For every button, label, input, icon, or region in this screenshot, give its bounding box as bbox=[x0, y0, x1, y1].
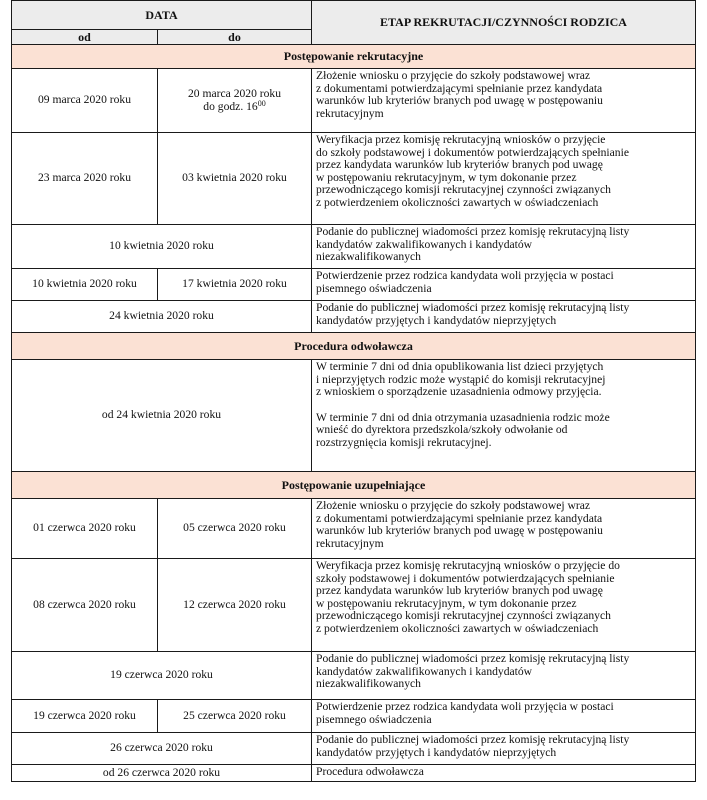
description bbox=[312, 225, 696, 269]
description-line: pisemnego oświadczenia bbox=[316, 281, 432, 295]
description-line: W terminie 7 dni od dnia otrzymania uzasadnienia rodzic może bbox=[316, 410, 610, 424]
date-from: 19 czerwca 2020 roku bbox=[12, 700, 158, 733]
date: 10 kwietnia 2020 roku bbox=[12, 225, 312, 269]
description bbox=[312, 69, 696, 133]
header-etap: ETAP REKRUTACJI/CZYNNOŚCI RODZICA bbox=[312, 1, 696, 45]
description-line: rekrutacyjnym bbox=[316, 536, 384, 550]
date-from: 10 kwietnia 2020 roku bbox=[12, 269, 158, 301]
description bbox=[312, 133, 696, 225]
date: 26 czerwca 2020 roku bbox=[12, 733, 312, 765]
description-line: przewodniczącego komisji rekrutacyjnej czynności związanych bbox=[316, 183, 611, 197]
description bbox=[312, 559, 696, 652]
date-to-time: do godz. 16 bbox=[203, 99, 258, 113]
table-row bbox=[12, 765, 696, 782]
description-line: w postępowaniu rekrutacyjnym, w tym dokonanie przez bbox=[316, 596, 577, 610]
description-line: przez kandydata warunków lub kryteriów branych pod uwagę bbox=[316, 584, 603, 598]
description-line: warunków lub kryteriów branych pod uwagę w postępowaniu bbox=[316, 524, 603, 538]
description-line: Złożenie wniosku o przyjęcie do szkoły podstawowej wraz bbox=[316, 499, 590, 512]
date-to-line1: 20 marca 2020 roku bbox=[187, 86, 282, 100]
date-from: 08 czerwca 2020 roku bbox=[12, 559, 158, 652]
date-to-line2 bbox=[158, 98, 311, 114]
description-line: w postępowaniu rekrutacyjnym, w tym dokonanie przez bbox=[316, 170, 577, 184]
date-from: 23 marca 2020 roku bbox=[12, 133, 158, 225]
description-line: Weryfikacja przez komisję rekrutacyjną wniosków o przyjęcie bbox=[316, 133, 606, 146]
description-paragraph-2 bbox=[316, 412, 691, 450]
table-row bbox=[12, 559, 696, 652]
description-line: Potwierdzenie przez rodzica kandydata woli przyjęcia w postaci bbox=[316, 269, 614, 282]
description-line: Podanie do publicznej wiadomości przez komisję rekrutacyjną listy bbox=[316, 652, 630, 665]
date-from: 09 marca 2020 roku bbox=[12, 69, 158, 133]
section-uzupelniajace: Postępowanie uzupełniające bbox=[12, 472, 696, 499]
section-odwolawcza: Procedura odwoławcza bbox=[12, 333, 696, 360]
header-do: do bbox=[158, 30, 312, 45]
description-line: Procedura odwoławcza bbox=[316, 765, 424, 778]
date: od 24 kwietnia 2020 roku bbox=[12, 360, 312, 472]
description-paragraph-1 bbox=[316, 361, 691, 399]
header-od: od bbox=[12, 30, 158, 45]
description-line: z dokumentami potwierdzającymi spełnianie przez kandydata bbox=[316, 81, 603, 95]
description-line: z potwierdzeniem okoliczności zawartych w oświadczeniach bbox=[316, 195, 599, 209]
description bbox=[312, 269, 696, 301]
description-line: i nieprzyjętych rodzic może wystąpić do komisji rekrutacyjnej bbox=[316, 372, 606, 386]
description-line: Potwierdzenie przez rodzica kandydata woli przyjęcia w postaci bbox=[316, 700, 614, 713]
description-line: kandydatów przyjętych i kandydatów nieprzyjętych bbox=[316, 745, 557, 759]
table-row bbox=[12, 301, 696, 333]
description-line: szkoły podstawowej i dokumentów potwierdzających spełnianie bbox=[316, 571, 615, 585]
schedule-table bbox=[11, 0, 696, 782]
description bbox=[312, 765, 696, 782]
description bbox=[312, 652, 696, 700]
description bbox=[312, 301, 696, 333]
description-line: przewodniczącego komisji rekrutacyjnej czynności związanych bbox=[316, 609, 611, 623]
date-to: 25 czerwca 2020 roku bbox=[158, 700, 312, 733]
date-to bbox=[158, 69, 312, 133]
table-row bbox=[12, 133, 696, 225]
description-line: z dokumentami potwierdzającymi spełnianie przez kandydata bbox=[316, 511, 603, 525]
description-line: wnieść do dyrektora przedszkola/szkoły odwołanie od bbox=[316, 423, 568, 437]
date-to: 05 czerwca 2020 roku bbox=[158, 499, 312, 559]
description-line: niezakwalifikowanych bbox=[316, 250, 421, 264]
table-row bbox=[12, 360, 696, 472]
date: 24 kwietnia 2020 roku bbox=[12, 301, 312, 333]
description-line: Podanie do publicznej wiadomości przez komisję rekrutacyjną listy bbox=[316, 301, 630, 314]
date-from: 01 czerwca 2020 roku bbox=[12, 499, 158, 559]
description-line: niezakwalifikowanych bbox=[316, 677, 421, 691]
description bbox=[312, 733, 696, 765]
date-to: 17 kwietnia 2020 roku bbox=[158, 269, 312, 301]
date: od 26 czerwca 2020 roku bbox=[12, 765, 312, 782]
date-to: 03 kwietnia 2020 roku bbox=[158, 133, 312, 225]
date: 19 czerwca 2020 roku bbox=[12, 652, 312, 700]
description-line: Złożenie wniosku o przyjęcie do szkoły podstawowej wraz bbox=[316, 69, 590, 82]
header-data: DATA bbox=[12, 1, 312, 30]
description-line: rekrutacyjnym bbox=[316, 106, 384, 120]
section-rekrutacyjne: Postępowanie rekrutacyjne bbox=[12, 45, 696, 69]
description-line: z wnioskiem o sporządzenie uzasadnienia odmowy przyjęcia. bbox=[316, 385, 602, 399]
table-row bbox=[12, 225, 696, 269]
description-line: z potwierdzeniem okoliczności zawartych w oświadczeniach bbox=[316, 621, 599, 635]
table-row bbox=[12, 700, 696, 733]
table-row bbox=[12, 69, 696, 133]
date-to: 12 czerwca 2020 roku bbox=[158, 559, 312, 652]
table-row bbox=[12, 269, 696, 301]
description-line: Weryfikacja przez komisję rekrutacyjną wniosków o przyjęcie do bbox=[316, 559, 620, 572]
description-line: W terminie 7 dni od dnia opublikowania list dzieci przyjętych bbox=[316, 360, 604, 373]
table-row bbox=[12, 499, 696, 559]
description-line: przez kandydata warunków lub kryteriów branych pod uwagę bbox=[316, 158, 603, 172]
table-row bbox=[12, 733, 696, 765]
description-line: warunków lub kryteriów branych pod uwagę w postępowaniu bbox=[316, 94, 603, 108]
date-to-time-sup: 00 bbox=[257, 98, 266, 108]
description bbox=[312, 700, 696, 733]
table-row bbox=[12, 652, 696, 700]
description bbox=[312, 360, 696, 472]
description-line: Podanie do publicznej wiadomości przez komisję rekrutacyjną listy bbox=[316, 733, 630, 746]
description-line: rozstrzygnięcia komisji rekrutacyjnej. bbox=[316, 435, 492, 449]
description-line: kandydatów przyjętych i kandydatów nieprzyjętych bbox=[316, 313, 557, 327]
description bbox=[312, 499, 696, 559]
description-line: kandydatów zakwalifikowanych i kandydatów bbox=[316, 237, 533, 251]
description-line: kandydatów zakwalifikowanych i kandydatów bbox=[316, 664, 533, 678]
description-line: pisemnego oświadczenia bbox=[316, 712, 432, 726]
description-line: do szkoły podstawowej i dokumentów potwierdzających spełnianie bbox=[316, 145, 629, 159]
description-line: Podanie do publicznej wiadomości przez komisję rekrutacyjną listy bbox=[316, 225, 630, 238]
